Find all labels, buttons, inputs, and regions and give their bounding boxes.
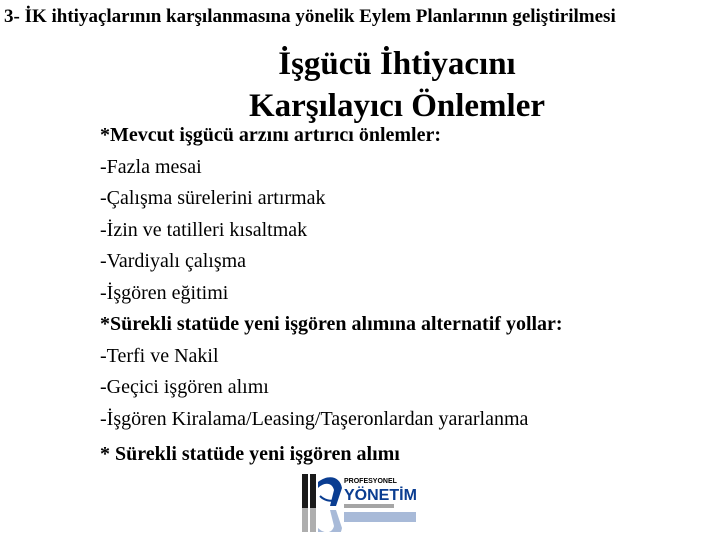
slide-body [100, 120, 710, 471]
list-item: -Çalışma sürelerini artırmak [100, 187, 326, 209]
list-item: -Fazla mesai [100, 155, 202, 178]
list-item: -İşgören Kiralama/Leasing/Taşeronlardan yararlanma [100, 407, 529, 430]
section-heading-alternatives: *Sürekli statüde yeni işgören alımına alternatif yollar: [100, 313, 563, 335]
section-heading-current-supply: *Mevcut işgücü arzını artırıcı önlemler: [100, 124, 442, 146]
list-item: -Vardiyalı çalışma [100, 250, 247, 272]
slide-title-line-1: İşgücü İhtiyacını [278, 46, 516, 82]
list-item: -İşgören eğitimi [100, 281, 229, 304]
slide-header: 3- İK ihtiyaçlarının karşılanmasına yönelik Eylem Planlarının geliştirilmesi [4, 6, 616, 27]
slide-title-line-2: Karşılayıcı Önlemler [248, 88, 546, 124]
profesyonel-yonetim-logo [300, 470, 440, 532]
list-item: -Terfi ve Nakil [100, 344, 219, 367]
list-item: -İzin ve tatilleri kısaltmak [100, 218, 308, 241]
list-item: -Geçici işgören alımı [100, 376, 269, 398]
logo-small-text: PROFESYONEL [344, 478, 397, 485]
section-heading-new-hire: * Sürekli statüde yeni işgören alımı [100, 443, 400, 465]
logo-big-text: YÖNETİM [344, 487, 417, 504]
